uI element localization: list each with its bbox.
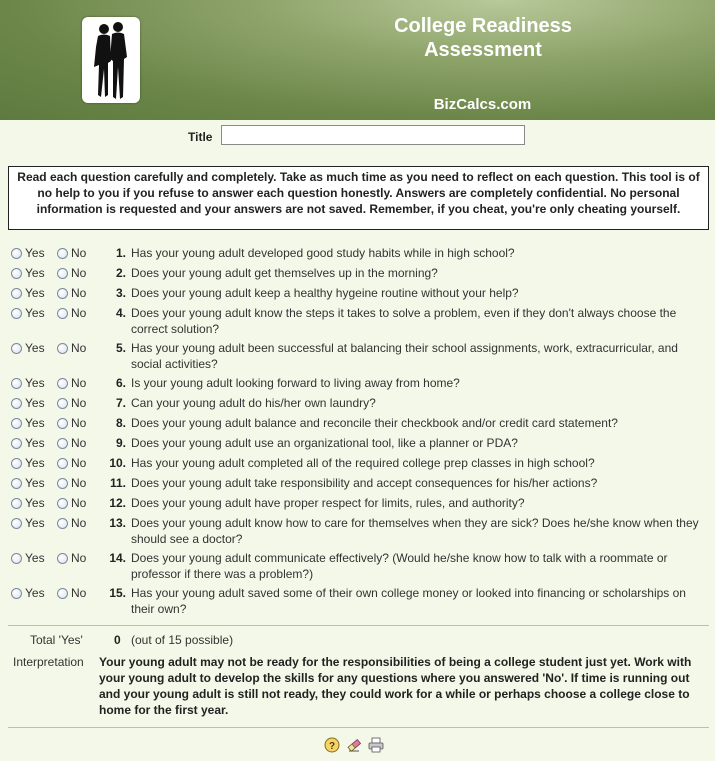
question-row [0, 285, 715, 305]
divider [8, 625, 709, 626]
yes-label: Yes [25, 436, 45, 450]
question-row [0, 375, 715, 395]
yes-radio[interactable] [11, 343, 22, 354]
yes-radio[interactable] [11, 553, 22, 564]
yes-radio[interactable] [11, 268, 22, 279]
total-note: (out of 15 possible) [131, 633, 234, 647]
yes-label: Yes [25, 266, 45, 280]
yes-label: Yes [25, 416, 45, 430]
yes-label: Yes [25, 306, 45, 320]
question-text: Has your young adult developed good study habits while in high school? [131, 246, 515, 260]
no-label: No [71, 396, 87, 410]
couple-silhouette-icon [82, 17, 140, 103]
brand-name: BizCalcs.com [433, 96, 532, 113]
question-number: 8. [115, 416, 126, 430]
yes-radio-option[interactable] [11, 245, 45, 261]
app-title-line2: Assessment [424, 39, 542, 61]
question-text: Does your young adult get themselves up in the morning? [131, 266, 438, 280]
no-radio[interactable] [57, 268, 68, 279]
no-radio[interactable] [57, 438, 68, 449]
no-radio-option[interactable] [57, 245, 86, 261]
no-label: No [71, 416, 87, 430]
yes-label: Yes [25, 396, 45, 410]
yes-radio-option[interactable] [11, 455, 45, 471]
question-row [0, 340, 715, 375]
yes-label: Yes [25, 516, 45, 530]
no-radio[interactable] [57, 478, 68, 489]
no-radio-option[interactable] [57, 375, 86, 391]
yes-radio[interactable] [11, 438, 22, 449]
no-radio[interactable] [57, 553, 68, 564]
app-title [370, 14, 596, 62]
yes-label: Yes [25, 341, 45, 355]
question-text: Can your young adult do his/her own laundry? [131, 396, 376, 410]
question-text: Does your young adult balance and reconcile their checkbook and/or credit card statement? [131, 416, 618, 430]
no-radio[interactable] [57, 458, 68, 469]
no-label: No [71, 286, 87, 300]
question-number: 13. [109, 516, 126, 530]
no-radio[interactable] [57, 343, 68, 354]
question-text: Does your young adult communicate effectively? (Would he/she know how to talk with a roommate or professor if there was a problem?) [131, 551, 668, 581]
no-radio[interactable] [57, 418, 68, 429]
yes-radio-option[interactable] [11, 495, 45, 511]
question-text: Does your young adult have proper respect for limits, rules, and authority? [131, 496, 525, 510]
yes-radio-option[interactable] [11, 415, 45, 431]
yes-label: Yes [25, 286, 45, 300]
instructions-notice: Read each question carefully and completely. Take as much time as you need to reflect on each question. This tool is of no help to you if you refuse to answer each question honestly. Answers are completely confidential. No personal information is requested and your answers are not saved. Remember, if you cheat, you're only cheating yourself. [8, 166, 709, 230]
no-radio-option[interactable] [57, 415, 86, 431]
question-number: 7. [115, 396, 126, 410]
yes-radio-option[interactable] [11, 395, 45, 411]
no-label: No [71, 306, 87, 320]
question-row [0, 550, 715, 585]
yes-radio-option[interactable] [11, 305, 45, 321]
yes-radio-option[interactable] [11, 475, 45, 491]
no-radio[interactable] [57, 518, 68, 529]
title-label: Title [188, 130, 213, 144]
total-value: 0 [114, 633, 121, 647]
no-label: No [71, 496, 87, 510]
no-radio[interactable] [57, 288, 68, 299]
question-number: 3. [115, 286, 126, 300]
yes-label: Yes [25, 586, 45, 600]
yes-radio[interactable] [11, 288, 22, 299]
question-number: 4. [115, 306, 126, 320]
question-row [0, 475, 715, 495]
question-row [0, 455, 715, 475]
yes-radio-option[interactable] [11, 375, 45, 391]
yes-radio[interactable] [11, 518, 22, 529]
yes-label: Yes [25, 476, 45, 490]
no-radio-option[interactable] [57, 285, 86, 301]
question-row [0, 305, 715, 340]
yes-radio-option[interactable] [11, 515, 45, 531]
no-radio[interactable] [57, 308, 68, 319]
no-radio-option[interactable] [57, 475, 86, 491]
no-label: No [71, 266, 87, 280]
question-row [0, 585, 715, 620]
yes-label: Yes [25, 456, 45, 470]
yes-radio-option[interactable] [11, 340, 45, 356]
yes-radio[interactable] [11, 248, 22, 259]
yes-radio-option[interactable] [11, 265, 45, 281]
question-text: Has your young adult been successful at balancing their school assignments, work, extracurricular, and social activities? [131, 341, 678, 371]
interpretation-label: Interpretation [13, 655, 84, 669]
yes-radio-option[interactable] [11, 435, 45, 451]
no-radio[interactable] [57, 378, 68, 389]
no-radio[interactable] [57, 248, 68, 259]
no-radio-option[interactable] [57, 395, 86, 411]
svg-text:?: ? [328, 741, 336, 752]
question-row [0, 245, 715, 265]
no-radio[interactable] [57, 498, 68, 509]
question-number: 10. [109, 456, 126, 470]
yes-radio[interactable] [11, 498, 22, 509]
no-radio-option[interactable] [57, 550, 86, 566]
question-number: 14. [109, 551, 126, 565]
no-radio-option[interactable] [57, 265, 86, 281]
no-radio[interactable] [57, 398, 68, 409]
title-row [0, 125, 715, 147]
yes-label: Yes [25, 246, 45, 260]
yes-radio-option[interactable] [11, 550, 45, 566]
yes-radio[interactable] [11, 398, 22, 409]
no-label: No [71, 586, 87, 600]
header-banner [0, 0, 715, 120]
question-number: 6. [115, 376, 126, 390]
no-radio-option[interactable] [57, 455, 86, 471]
question-number: 15. [109, 586, 126, 600]
question-row [0, 395, 715, 415]
no-label: No [71, 246, 87, 260]
question-text: Does your young adult use an organizational tool, like a planner or PDA? [131, 436, 518, 450]
question-text: Does your young adult take responsibility and accept consequences for his/her actions? [131, 476, 598, 490]
question-row [0, 415, 715, 435]
question-number: 2. [115, 266, 126, 280]
no-radio-option[interactable] [57, 495, 86, 511]
printer-icon[interactable] [368, 737, 384, 753]
question-number: 5. [115, 341, 126, 355]
question-row [0, 515, 715, 550]
question-row [0, 435, 715, 455]
yes-label: Yes [25, 376, 45, 390]
logo [82, 17, 140, 103]
yes-label: Yes [25, 496, 45, 510]
question-text: Has your young adult saved some of their own college money or looked into financing or scholarships on their own? [131, 586, 686, 616]
yes-radio-option[interactable] [11, 585, 45, 601]
no-radio-option[interactable] [57, 435, 86, 451]
question-number: 9. [115, 436, 126, 450]
title-input[interactable] [221, 125, 525, 145]
no-label: No [71, 456, 87, 470]
no-radio[interactable] [57, 588, 68, 599]
toolbar [324, 737, 384, 753]
help-icon[interactable] [324, 737, 340, 753]
question-number: 1. [115, 246, 126, 260]
no-label: No [71, 436, 87, 450]
no-radio-option[interactable] [57, 585, 86, 601]
question-text: Does your young adult know the steps it takes to solve a problem, even if they don't always choose the correct solution? [131, 306, 677, 336]
app-title-line1: College Readiness [394, 15, 572, 37]
question-text: Is your young adult looking forward to living away from home? [131, 376, 460, 390]
interpretation-text: Your young adult may not be ready for the responsibilities of being a college student just yet. Work with your young adult to develop the skills for any questions where you answered 'No'. If time is running out and your young adult is still not ready, they could work for a while or perhaps choose a college close to home for the first year. [99, 655, 692, 717]
no-label: No [71, 341, 87, 355]
yes-radio-option[interactable] [11, 285, 45, 301]
divider [8, 727, 709, 728]
no-radio-option[interactable] [57, 515, 86, 531]
no-label: No [71, 476, 87, 490]
question-row [0, 495, 715, 515]
question-text: Has your young adult completed all of the required college prep classes in high school? [131, 456, 595, 470]
yes-radio[interactable] [11, 418, 22, 429]
yes-radio[interactable] [11, 458, 22, 469]
no-radio-option[interactable] [57, 340, 86, 356]
question-text: Does your young adult know how to care for themselves when they are sick? Does he/she know when they should see a doctor? [131, 516, 699, 546]
yes-radio[interactable] [11, 588, 22, 599]
total-label: Total 'Yes' [30, 633, 83, 647]
question-text: Does your young adult keep a healthy hygeine routine without your help? [131, 286, 519, 300]
question-number: 12. [109, 496, 126, 510]
yes-radio[interactable] [11, 378, 22, 389]
eraser-icon[interactable] [346, 737, 362, 753]
no-label: No [71, 516, 87, 530]
yes-label: Yes [25, 551, 45, 565]
no-label: No [71, 376, 87, 390]
no-label: No [71, 551, 87, 565]
question-number: 11. [109, 476, 126, 490]
question-row [0, 265, 715, 285]
yes-radio[interactable] [11, 478, 22, 489]
no-radio-option[interactable] [57, 305, 86, 321]
yes-radio[interactable] [11, 308, 22, 319]
